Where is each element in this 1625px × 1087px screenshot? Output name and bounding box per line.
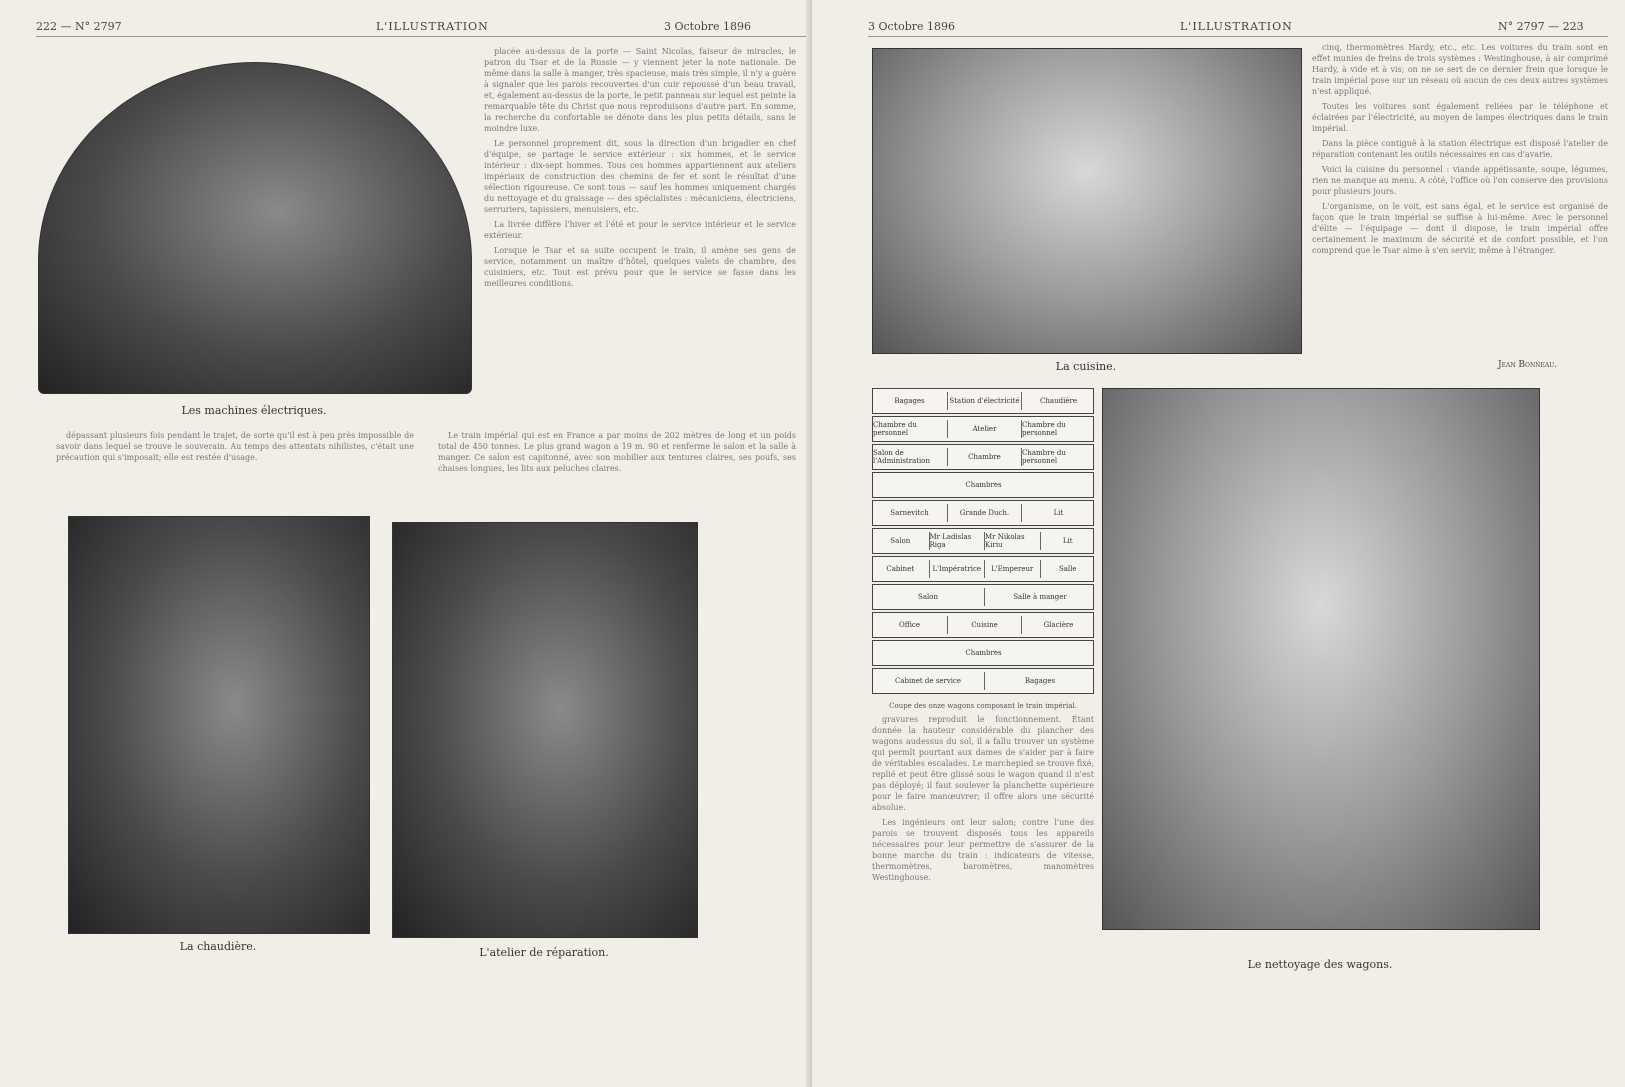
wagon-compartment: Lit xyxy=(1021,504,1095,522)
wagon-compartment: Salle à manger xyxy=(984,588,1095,606)
wagon-compartment: Lit xyxy=(1040,532,1096,550)
paragraph: Dans la pièce contiguë à la station électrique est disposé l'atelier de réparation contenant les outils nécessaires en cas d'avarie. xyxy=(1312,139,1608,159)
paragraph: gravures reproduit le fonctionnement. Étant donnée la hauteur considérable du plancher des wagons audessus du sol, il a fallu trouver un système qui permît pourtant aux dames de s'aider par à faire de véritables escalades. Le marchepied se trouve fixé, replié et peut être glissé sous le wagon quand il n'est pas déployé; il faut soulever la planchette supérieure pour le faire manœuvrer; il offre alors une sécurité absolue. xyxy=(872,715,1094,812)
train-wagon xyxy=(872,500,1094,526)
wagon-compartment: Office xyxy=(898,621,920,629)
wagon-compartment: Chaudière xyxy=(1021,392,1095,410)
right-page-masthead: L'ILLUSTRATION xyxy=(1180,20,1293,33)
wagon-compartment: Chambre du personnel xyxy=(1021,420,1095,438)
right-page-number: N° 2797 — 223 xyxy=(1498,20,1584,33)
wagon-compartment: Salon xyxy=(918,593,938,601)
wagon-compartment: L'Empereur xyxy=(984,560,1040,578)
train-wagon xyxy=(872,528,1094,554)
wagon-compartment: Chambres xyxy=(965,481,1002,489)
photo-machines-electriques xyxy=(38,62,472,394)
train-wagon xyxy=(872,612,1094,638)
left-text-bottom xyxy=(56,430,796,504)
paragraph: dépassant plusieurs fois pendant le trajet, de sorte qu'il est à peu près impossible de savoir dans lequel se trouve le souverain. Au temps des attentats nihilistes, c'était une précaution qui s'imposait; elle est restée d'usage. xyxy=(56,431,414,462)
left-page-header xyxy=(36,18,806,37)
train-wagon xyxy=(872,668,1094,694)
paragraph: Toutes les voitures sont également reliées par le téléphone et éclairées par l'électricité, au moyen de lampes électriques dans le train impérial. xyxy=(1312,102,1608,133)
wagon-compartment: Chambre du personnel xyxy=(873,421,917,437)
photo-cuisine xyxy=(872,48,1302,354)
photo-atelier-reparation xyxy=(392,522,698,938)
wagon-compartment: Bagages xyxy=(984,672,1095,690)
train-wagon xyxy=(872,388,1094,414)
wagon-compartment: Cabinet de service xyxy=(894,677,962,685)
train-wagon xyxy=(872,472,1094,498)
paragraph: cinq, thermomètres Hardy, etc., etc. Les voitures du train sont en effet munies de freins de trois systèmes : Westinghouse, à air comprimé Hardy, à vide et à vis; on ne se sert de ce dernier frein que lorsque le train impérial pose sur un réseau où aucun de ces deux autres systèmes n'est appliqué. xyxy=(1312,43,1608,96)
left-page xyxy=(0,0,812,1087)
photo-chaudiere xyxy=(68,516,370,934)
train-wagon xyxy=(872,416,1094,442)
paragraph: placée au-dessus de la porte — Saint Nicolas, faiseur de miracles, le patron du Tsar et de la Russie — y viennent jeter la note nationale. De même dans la salle à manger, très spacieuse, mais très simple, il n'y a guère à signaler que les parois recouvertes d'un cuir repoussé d'un beau travail, et, également au-dessus de la porte, le petit panneau sur lequel est peinte la remarquable tête du Christ que nous reproduisons d'autre part. En somme, la recherche du confortable se dénote dans les plus petits détails, sans le moindre luxe. xyxy=(484,47,796,133)
right-text-column-right xyxy=(1312,42,1608,354)
paragraph: Les ingénieurs ont leur salon; contre l'une des parois se trouvent disposés tous les appareils nécessaires pour leur permettre de s'assurer de la bonne marche du train : indicateurs de vitesse, thermomètres, baromètres, manomètres Westinghouse. xyxy=(872,818,1094,882)
caption-cuisine: La cuisine. xyxy=(1055,360,1117,373)
paragraph: Voici la cuisine du personnel : viande appétissante, soupe, légumes, rien ne manque au menu. A côté, l'office où l'on conserve des provisions pour plusieurs jours. xyxy=(1312,165,1608,196)
left-text-column-right xyxy=(484,46,796,418)
wagon-compartment: Grande Duch. xyxy=(947,504,1021,522)
right-page-header xyxy=(868,18,1608,37)
train-wagon xyxy=(872,444,1094,470)
wagon-compartment: Chambres xyxy=(965,649,1002,657)
wagon-compartment: Chambre du personnel xyxy=(1021,448,1095,466)
wagon-compartment: Mr Nikolas Kiriu xyxy=(984,532,1040,550)
wagon-compartment: Salon de l'Administration xyxy=(873,449,931,465)
caption-nettoyage: Le nettoyage des wagons. xyxy=(1247,958,1393,971)
train-wagon xyxy=(872,556,1094,582)
paragraph: Lorsque le Tsar et sa suite occupent le train, il amène ses gens de service, notamment un maître d'hôtel, quelques valets de chambre, des cuisiniers, etc. Tout est prévu pour que le service se fasse dans les meilleures conditions. xyxy=(484,246,796,288)
wagon-compartment: Atelier xyxy=(947,420,1021,438)
wagon-compartment: Glacière xyxy=(1021,616,1095,634)
author-signature: Jean Bonneau. xyxy=(1498,360,1558,370)
wagon-compartment: Station d'électricité xyxy=(947,392,1021,410)
left-page-number: 222 — N° 2797 xyxy=(36,20,122,33)
train-wagon xyxy=(872,584,1094,610)
wagon-compartment: Salle xyxy=(1040,560,1096,578)
wagon-compartment: Cabinet xyxy=(886,565,915,573)
paragraph: Le train impérial qui est en France a par moins de 202 mètres de long et un poids total de 450 tonnes. Le plus grand wagon a 19 m. 90 et renferme le salon et la salle à manger. Ce salon est capitonné, avec son mobilier aux tentures claires, ses poufs, ses chaises longues, les lits aux peluches claires. xyxy=(438,431,796,473)
caption-chaudiere: La chaudière. xyxy=(179,940,257,953)
caption-atelier: L'atelier de réparation. xyxy=(479,946,609,959)
wagon-compartment: Bagages xyxy=(894,397,925,405)
wagon-compartment: Chambre xyxy=(947,448,1021,466)
right-text-bottom xyxy=(872,714,1094,954)
paragraph: Le personnel proprement dit, sous la direction d'un brigadier en chef d'équipe, se partage le service extérieur : six hommes, et le service intérieur : dix-sept hommes. Tous ces hommes appartiennent aux ateliers impériaux de construction des chemins de fer et sont le résultat d'une sélection rigoureuse. Ce sont tous — sauf les hommes uniquement chargés du nettoyage et du graissage — des spécialistes : mécaniciens, électriciens, serruriers, tapissiers, menuisiers, etc. xyxy=(484,139,796,214)
wagon-compartment: Mr Ladislas Riga xyxy=(929,532,985,550)
wagon-compartment: Salon xyxy=(890,537,911,545)
photo-nettoyage-wagons xyxy=(1102,388,1540,930)
train-plan-caption: Coupe des onze wagons composant le train impérial. xyxy=(889,702,1077,710)
wagon-compartment: Cuisine xyxy=(947,616,1021,634)
train-plan-diagram xyxy=(872,388,1094,700)
paragraph: L'organisme, on le voit, est sans égal, et le service est organisé de façon que le train impérial se suffise à lui-même. Avec le personnel d'élite — l'équipage — dont il dispose, le train impérial offre certainement le maximum de sécurité et de confort possible, et l'on comprend que le Tsar aime à s'en servir, même à l'étranger. xyxy=(1312,202,1608,255)
caption-machines: Les machines électriques. xyxy=(181,404,327,417)
train-wagon xyxy=(872,640,1094,666)
left-page-date: 3 Octobre 1896 xyxy=(664,20,752,33)
wagon-compartment: L'Impératrice xyxy=(929,560,985,578)
left-page-masthead: L'ILLUSTRATION xyxy=(376,20,489,33)
right-page-date: 3 Octobre 1896 xyxy=(868,20,956,33)
paragraph: La livrée diffère l'hiver et l'été et pour le service intérieur et le service extérieur. xyxy=(484,220,796,240)
wagon-compartment: Sarnevitch xyxy=(890,509,929,517)
